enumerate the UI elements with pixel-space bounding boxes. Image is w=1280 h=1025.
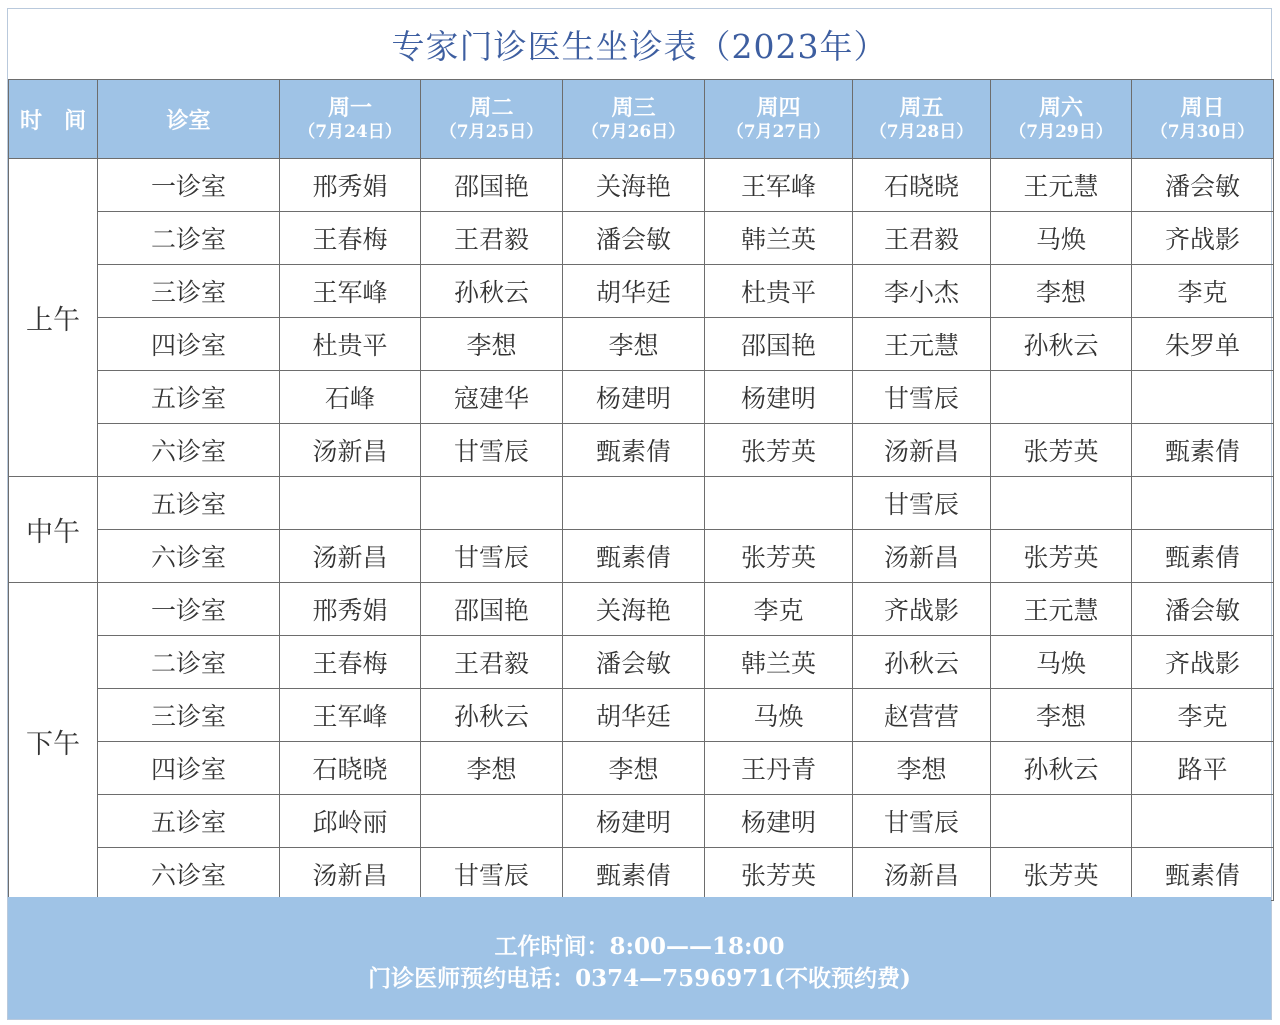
doctor-cell: 张芳英: [705, 424, 853, 477]
working-hours: 工作时间：8:00——18:00: [494, 933, 785, 960]
day-name: 周四: [756, 95, 801, 121]
day-date: （7月28日）: [869, 122, 974, 142]
doctor-cell: [991, 371, 1132, 424]
table-row: [9, 265, 1274, 318]
page-title: 专家门诊医生坐诊表（2023年）: [391, 26, 888, 66]
room-cell: 五诊室: [98, 477, 280, 530]
header-row: [9, 80, 1274, 159]
doctor-cell: 邵国艳: [421, 159, 563, 212]
doctor-cell: 孙秋云: [421, 265, 563, 318]
doctor-cell: 寇建华: [421, 371, 563, 424]
doctor-cell: 李小杰: [853, 265, 991, 318]
day-date: （7月27日）: [726, 122, 831, 142]
doctor-cell: 孙秋云: [991, 318, 1132, 371]
doctor-cell: 杨建明: [705, 371, 853, 424]
footer-banner: [8, 897, 1271, 1019]
doctor-cell: 孙秋云: [991, 742, 1132, 795]
table-row: [9, 636, 1274, 689]
header-day: [280, 80, 421, 159]
day-name: 周五: [899, 95, 944, 121]
doctor-cell: 甘雪辰: [853, 477, 991, 530]
doctor-cell: 潘会敏: [563, 636, 705, 689]
doctor-cell: 甘雪辰: [421, 848, 563, 901]
doctor-cell: 杜贵平: [705, 265, 853, 318]
doctor-cell: 李想: [421, 742, 563, 795]
doctor-cell: 齐战影: [1132, 212, 1274, 265]
doctor-cell: 李克: [1132, 265, 1274, 318]
day-name: 周日: [1180, 95, 1225, 121]
doctor-cell: 汤新昌: [280, 424, 421, 477]
doctor-cell: 李想: [563, 318, 705, 371]
room-cell: 三诊室: [98, 689, 280, 742]
doctor-cell: 韩兰英: [705, 212, 853, 265]
doctor-cell: 甄素倩: [1132, 530, 1274, 583]
doctor-cell: 王春梅: [280, 636, 421, 689]
doctor-cell: [421, 795, 563, 848]
doctor-cell: 李想: [421, 318, 563, 371]
room-cell: 六诊室: [98, 530, 280, 583]
doctor-cell: 关海艳: [563, 583, 705, 636]
doctor-cell: 石晓晓: [853, 159, 991, 212]
header-day: [1132, 80, 1274, 159]
header-time: 时 间: [9, 80, 98, 159]
doctor-cell: 甘雪辰: [421, 530, 563, 583]
header-room: 诊室: [98, 80, 280, 159]
doctor-cell: 甘雪辰: [421, 424, 563, 477]
doctor-cell: 张芳英: [991, 530, 1132, 583]
doctor-cell: 甄素倩: [1132, 848, 1274, 901]
doctor-cell: 李想: [991, 689, 1132, 742]
doctor-cell: [705, 477, 853, 530]
table-row: [9, 795, 1274, 848]
doctor-cell: 王军峰: [280, 689, 421, 742]
header-day: [991, 80, 1132, 159]
period-label: 上午: [9, 159, 98, 477]
doctor-cell: 甄素倩: [1132, 424, 1274, 477]
doctor-cell: 甄素倩: [563, 848, 705, 901]
doctor-cell: 汤新昌: [853, 530, 991, 583]
doctor-cell: [1132, 477, 1274, 530]
doctor-cell: [991, 477, 1132, 530]
doctor-cell: 汤新昌: [853, 424, 991, 477]
doctor-cell: 朱罗单: [1132, 318, 1274, 371]
doctor-cell: 李想: [563, 742, 705, 795]
room-cell: 二诊室: [98, 212, 280, 265]
table-row: [9, 477, 1274, 530]
table-row: [9, 742, 1274, 795]
doctor-cell: 王君毅: [421, 212, 563, 265]
table-row: [9, 530, 1274, 583]
doctor-cell: 王君毅: [853, 212, 991, 265]
doctor-cell: 杨建明: [705, 795, 853, 848]
doctor-cell: 韩兰英: [705, 636, 853, 689]
schedule-body: [9, 159, 1274, 901]
room-cell: 六诊室: [98, 424, 280, 477]
room-cell: 二诊室: [98, 636, 280, 689]
doctor-cell: 马焕: [705, 689, 853, 742]
room-cell: 一诊室: [98, 159, 280, 212]
doctor-cell: 王丹青: [705, 742, 853, 795]
doctor-cell: 李想: [991, 265, 1132, 318]
doctor-cell: 汤新昌: [853, 848, 991, 901]
doctor-cell: 齐战影: [1132, 636, 1274, 689]
doctor-cell: 赵营营: [853, 689, 991, 742]
room-cell: 四诊室: [98, 742, 280, 795]
doctor-cell: 张芳英: [991, 424, 1132, 477]
doctor-cell: 甘雪辰: [853, 795, 991, 848]
header-day: [563, 80, 705, 159]
day-date: （7月29日）: [1009, 122, 1113, 142]
doctor-cell: [280, 477, 421, 530]
table-row: [9, 848, 1274, 901]
doctor-cell: 石晓晓: [280, 742, 421, 795]
doctor-cell: 胡华廷: [563, 689, 705, 742]
doctor-cell: 王春梅: [280, 212, 421, 265]
doctor-cell: 张芳英: [991, 848, 1132, 901]
table-row: [9, 371, 1274, 424]
doctor-cell: [1132, 371, 1274, 424]
period-label: 中午: [9, 477, 98, 583]
room-cell: 六诊室: [98, 848, 280, 901]
doctor-cell: 杨建明: [563, 795, 705, 848]
period-label: 下午: [9, 583, 98, 901]
doctor-cell: 王元慧: [991, 583, 1132, 636]
table-row: [9, 212, 1274, 265]
doctor-cell: 王君毅: [421, 636, 563, 689]
header-day: [853, 80, 991, 159]
schedule-table: [8, 79, 1274, 901]
table-row: [9, 318, 1274, 371]
doctor-cell: 汤新昌: [280, 848, 421, 901]
doctor-cell: [991, 795, 1132, 848]
day-name: 周一: [327, 95, 372, 121]
doctor-cell: 汤新昌: [280, 530, 421, 583]
header-day: [705, 80, 853, 159]
appointment-phone: 门诊医师预约电话：0374—7596971(不收预约费): [368, 965, 911, 992]
doctor-cell: 张芳英: [705, 848, 853, 901]
doctor-cell: 邱岭丽: [280, 795, 421, 848]
doctor-cell: 齐战影: [853, 583, 991, 636]
doctor-cell: 胡华廷: [563, 265, 705, 318]
room-cell: 四诊室: [98, 318, 280, 371]
doctor-cell: 李想: [853, 742, 991, 795]
doctor-cell: 潘会敏: [1132, 159, 1274, 212]
table-row: [9, 159, 1274, 212]
doctor-cell: 甄素倩: [563, 424, 705, 477]
doctor-cell: 潘会敏: [563, 212, 705, 265]
doctor-cell: 孙秋云: [421, 689, 563, 742]
doctor-cell: 邢秀娟: [280, 159, 421, 212]
room-cell: 五诊室: [98, 371, 280, 424]
doctor-cell: 甄素倩: [563, 530, 705, 583]
doctor-cell: 王元慧: [853, 318, 991, 371]
doctor-cell: 张芳英: [705, 530, 853, 583]
doctor-cell: 甘雪辰: [853, 371, 991, 424]
doctor-cell: 杜贵平: [280, 318, 421, 371]
doctor-cell: 邵国艳: [705, 318, 853, 371]
doctor-cell: 杨建明: [563, 371, 705, 424]
doctor-cell: 马焕: [991, 212, 1132, 265]
doctor-cell: [421, 477, 563, 530]
doctor-cell: 邢秀娟: [280, 583, 421, 636]
day-date: （7月30日）: [1150, 122, 1255, 142]
day-date: （7月26日）: [581, 122, 686, 142]
doctor-cell: 邵国艳: [421, 583, 563, 636]
doctor-cell: 路平: [1132, 742, 1274, 795]
table-row: [9, 424, 1274, 477]
day-date: （7月24日）: [298, 122, 402, 142]
doctor-cell: 王军峰: [705, 159, 853, 212]
header-day: [421, 80, 563, 159]
doctor-cell: 马焕: [991, 636, 1132, 689]
doctor-cell: 王军峰: [280, 265, 421, 318]
day-name: 周二: [469, 95, 514, 121]
doctor-cell: 关海艳: [563, 159, 705, 212]
doctor-cell: [1132, 795, 1274, 848]
day-name: 周三: [611, 95, 656, 121]
doctor-cell: 李克: [705, 583, 853, 636]
doctor-cell: [563, 477, 705, 530]
doctor-cell: 石峰: [280, 371, 421, 424]
day-name: 周六: [1038, 95, 1083, 121]
doctor-cell: 潘会敏: [1132, 583, 1274, 636]
doctor-cell: 孙秋云: [853, 636, 991, 689]
doctor-cell: 王元慧: [991, 159, 1132, 212]
room-cell: 五诊室: [98, 795, 280, 848]
room-cell: 三诊室: [98, 265, 280, 318]
room-cell: 一诊室: [98, 583, 280, 636]
schedule-sheet: [7, 8, 1272, 1020]
doctor-cell: 李克: [1132, 689, 1274, 742]
table-row: [9, 583, 1274, 636]
table-row: [9, 689, 1274, 742]
day-date: （7月25日）: [439, 122, 544, 142]
